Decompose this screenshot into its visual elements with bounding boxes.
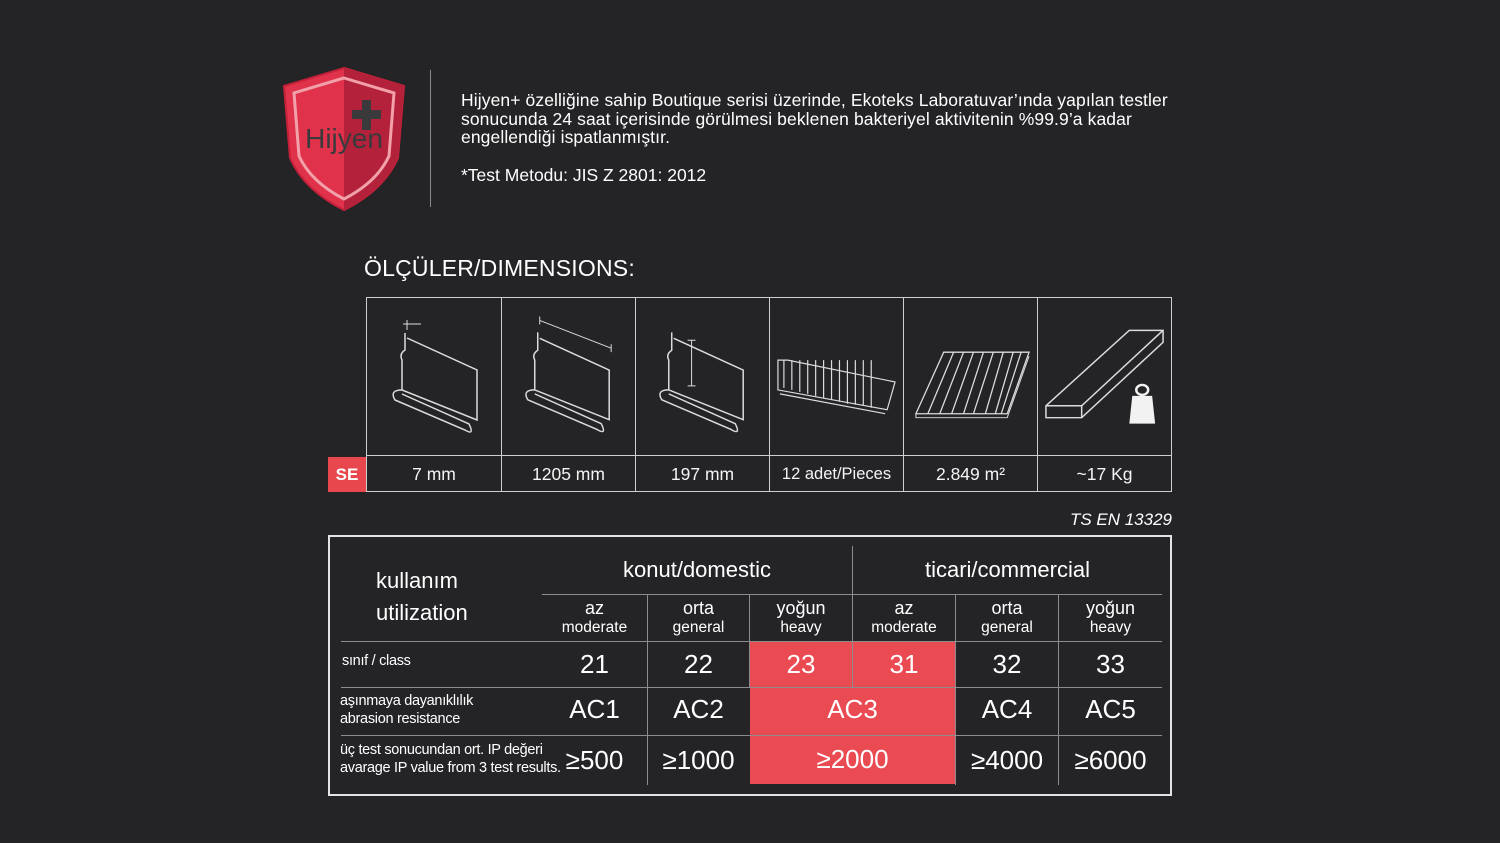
dimension-cell-weight: [1037, 298, 1171, 491]
class-value: 32: [992, 649, 1022, 679]
dimension-value: 2.849 m²: [904, 455, 1037, 491]
abrasion-row-label: aşınmaya dayanıklılık abrasion resistance: [340, 693, 474, 727]
area-icon: [904, 298, 1037, 455]
group-domestic: konut/domestic: [623, 557, 771, 582]
dimension-cell-length: [501, 298, 635, 491]
hygiene-shield-logo: [280, 66, 408, 212]
dimension-value: 197 mm: [636, 455, 769, 491]
dimensions-table: [366, 297, 1172, 492]
se-badge: SE: [328, 457, 366, 492]
group-commercial: ticari/commercial: [924, 557, 1091, 582]
dimension-cell-area: [903, 298, 1037, 491]
ip-value: ≥6000: [1074, 745, 1147, 775]
level-header: az moderate: [561, 598, 628, 636]
ip-row-label: üç test sonucundan ort. IP değeri avarage IP value from 3 test results.: [340, 742, 561, 776]
abrasion-value: AC5: [1085, 694, 1136, 724]
dimension-value: ~17 Kg: [1038, 455, 1171, 491]
test-method: *Test Metodu: JIS Z 2801: 2012: [461, 165, 707, 185]
class-value: 33: [1096, 649, 1125, 679]
utilization-title-tr: kullanım: [376, 568, 458, 593]
class-value: 23: [786, 649, 816, 679]
weight-icon: [1038, 298, 1171, 455]
ip-value: ≥4000: [970, 745, 1044, 775]
ip-value: ≥500: [565, 745, 624, 775]
abrasion-value: AC4: [981, 694, 1033, 724]
utilization-title: [376, 565, 468, 629]
level-header: yoğun heavy: [776, 598, 826, 636]
hygiene-description: [461, 91, 1261, 147]
dimensions-title: ÖLÇÜLER/DIMENSIONS:: [364, 255, 635, 281]
class-row-label: sınıf / class: [342, 653, 411, 669]
standard-label: TS EN 13329: [1069, 510, 1172, 529]
utilization-title-en: utilization: [376, 600, 468, 625]
length-icon: [502, 298, 635, 455]
abrasion-value: AC1: [569, 694, 620, 724]
utilization-table: [328, 535, 1172, 796]
dimension-value: 1205 mm: [502, 455, 635, 491]
thickness-icon: [367, 298, 501, 455]
abrasion-value: AC3: [827, 694, 878, 724]
header-divider: [430, 70, 431, 207]
ip-value: ≥1000: [662, 745, 735, 775]
level-header: yoğun heavy: [1085, 598, 1136, 636]
level-header: orta general: [672, 598, 725, 636]
dimension-value: 12 adet/Pieces: [770, 455, 903, 491]
intro-line-3: engellendiği ispatlanmıştır.: [461, 127, 671, 147]
width-icon: [636, 298, 769, 455]
dimension-value: 7 mm: [367, 455, 501, 491]
hygiene-badge-text: Hijyen: [305, 123, 383, 154]
abrasion-value: AC2: [673, 694, 724, 724]
pieces-icon: [770, 298, 903, 455]
dimension-cell-width: [635, 298, 769, 491]
class-value: 22: [684, 649, 713, 679]
intro-line-2: sonucunda 24 saat içerisinde görülmesi beklenen bakteriyel aktivitenin %99.9’a kadar: [461, 108, 1132, 129]
class-value: 31: [889, 649, 919, 679]
ip-value: ≥2000: [816, 744, 889, 774]
intro-line-1: Hijyen+ özelliğine sahip Boutique serisi üzerinde, Ekoteks Laboratuvar’ında yapılan testler: [461, 90, 1168, 110]
class-value: 21: [580, 649, 609, 679]
level-header: orta general: [981, 598, 1033, 636]
dimension-cell-pieces: [769, 298, 903, 491]
level-header: az moderate: [871, 598, 937, 636]
dimension-cell-thickness: [367, 298, 501, 491]
